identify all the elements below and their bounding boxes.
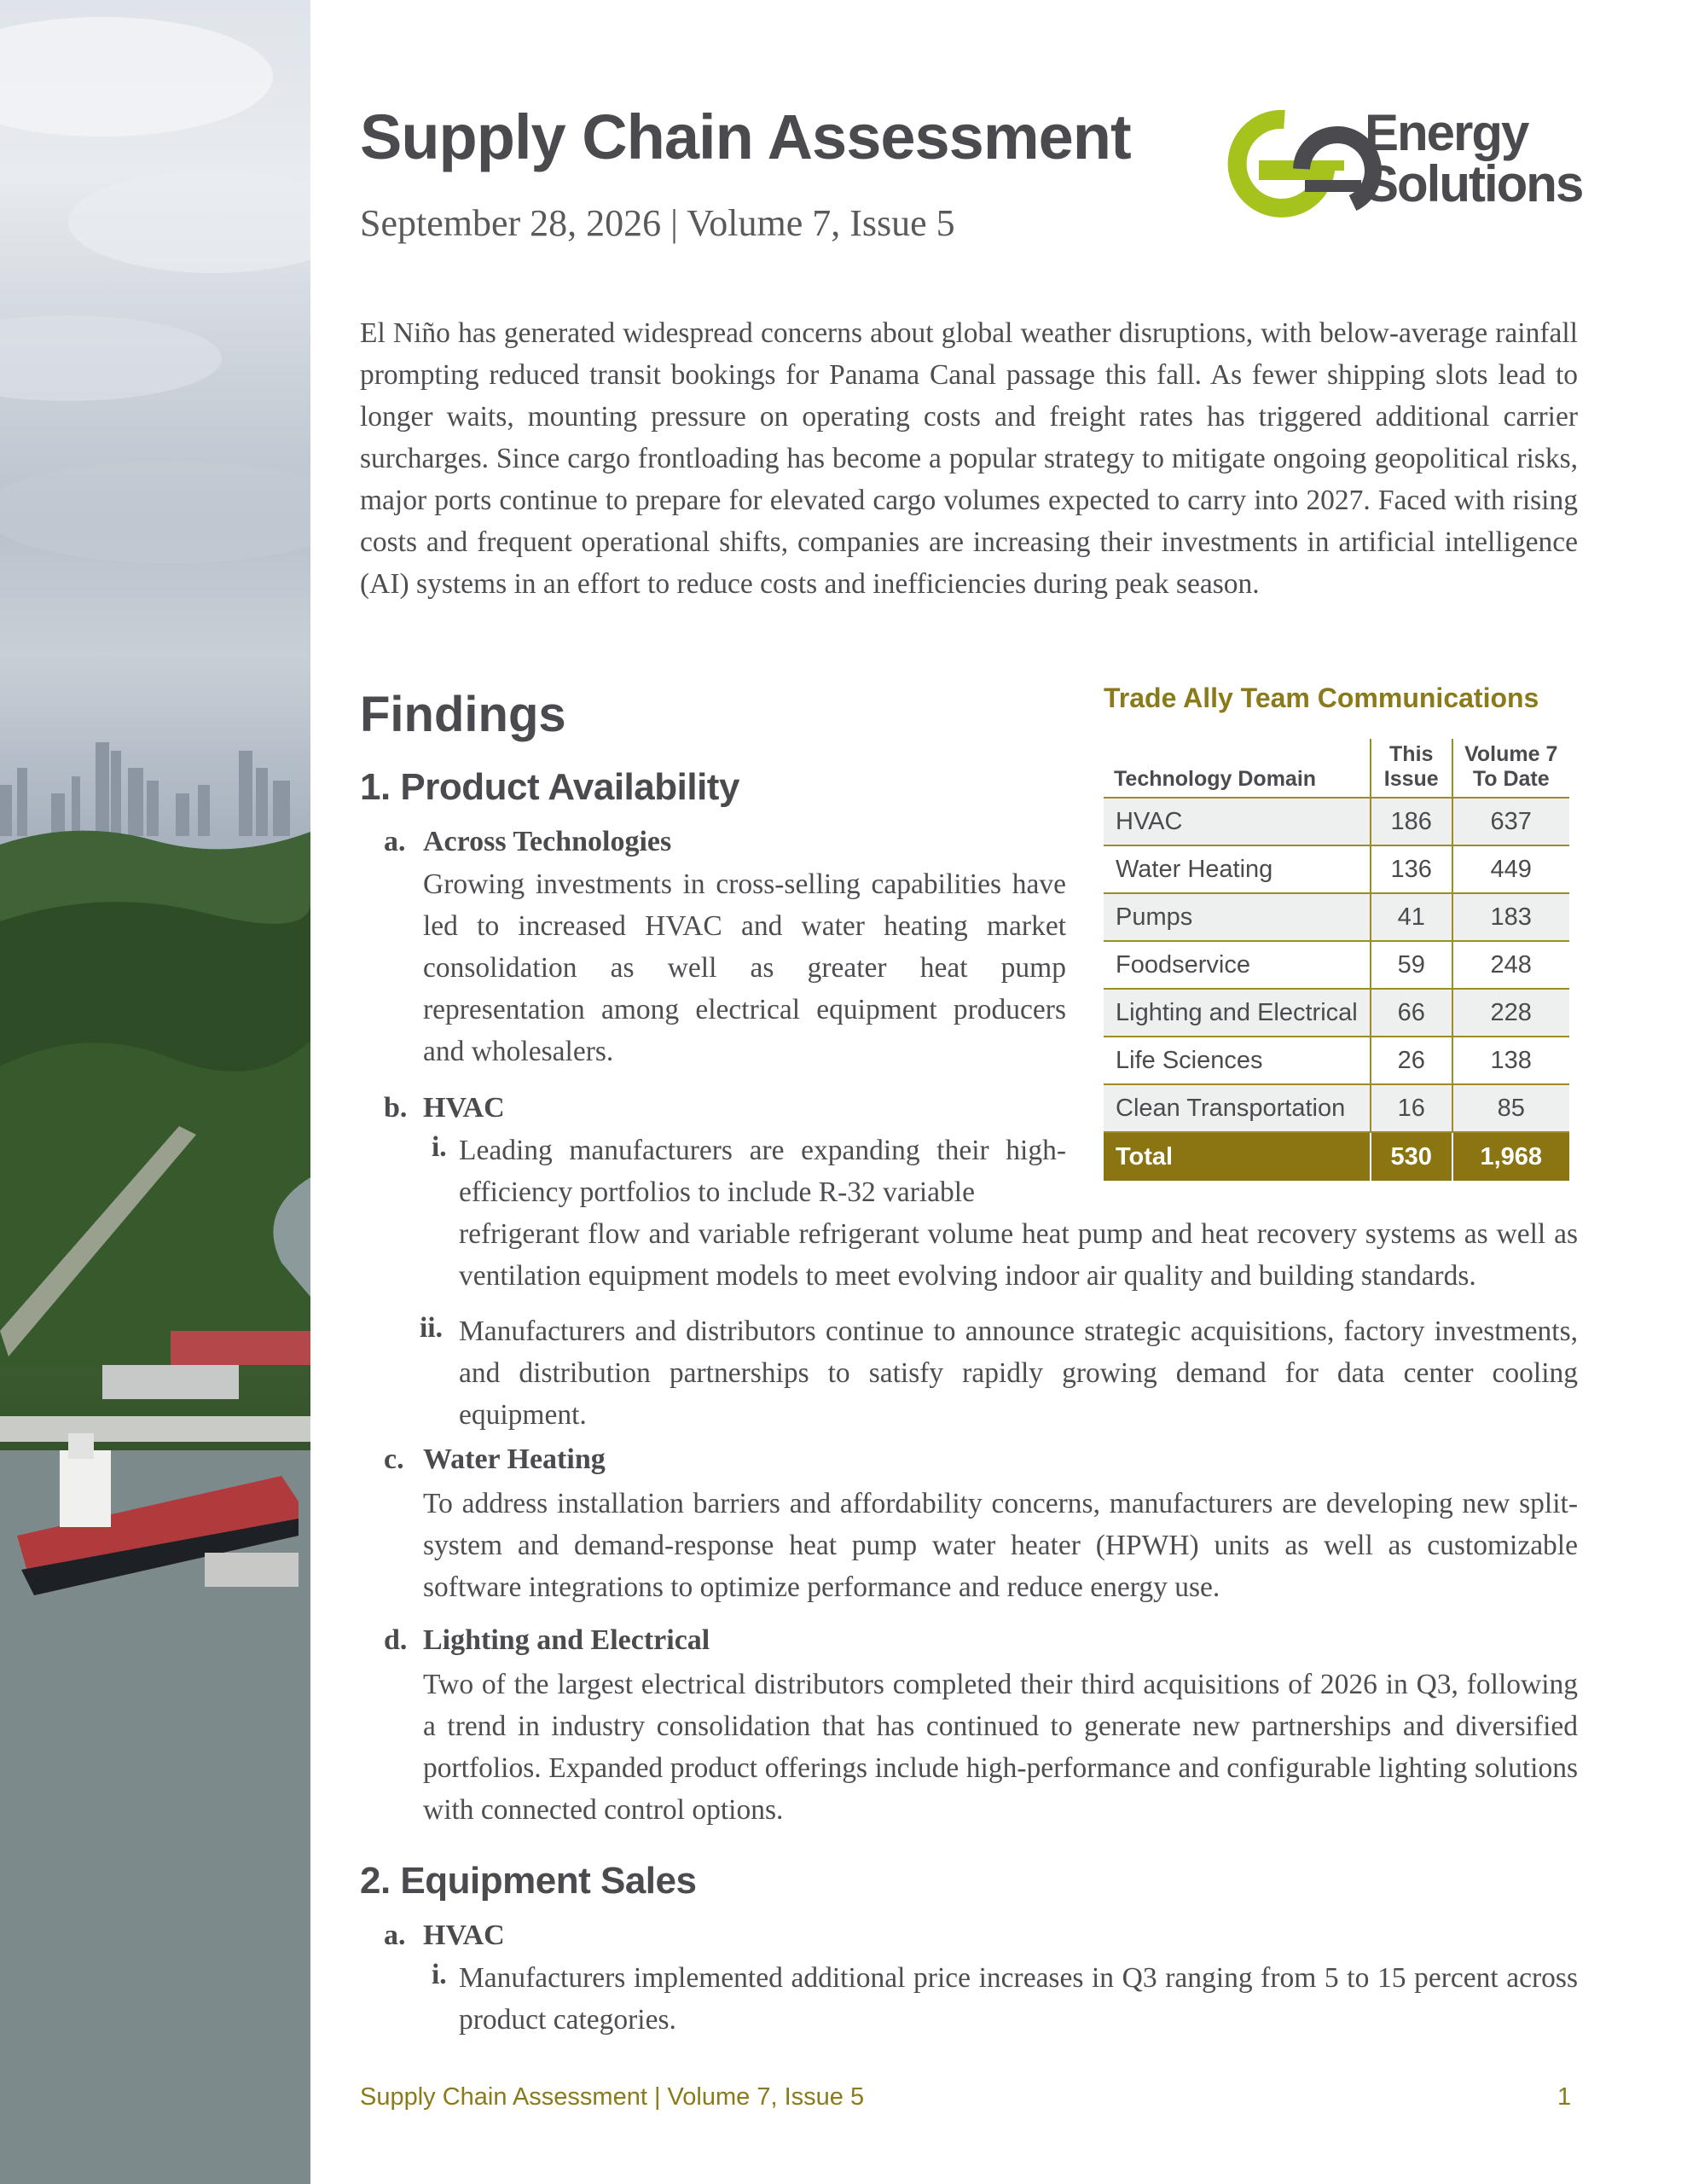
section-heading-equipment-sales: 2. Equipment Sales [360, 1860, 697, 1902]
paragraph-lighting-electrical: Two of the largest electrical distributors completed their third acquisitions of 2026 in Q3, following a trend in industry consolidation that has continued to generate new partnerships and diversified portfolios. Expanded product offerings include high-performance and configurable lighting solutions with connected control options. [423, 1669, 1578, 1826]
paragraph-water-heating: To address installation barriers and affordability concerns, manufacturers are developing new split-system and demand-response heat pump water heater (HPWH) units as well as customizable software integrations to optimize performance and reduce energy use. [423, 1488, 1578, 1603]
cell-this-issue: 136 [1371, 845, 1452, 893]
cell-to-date: 1,968 [1452, 1132, 1569, 1181]
subsection-label: a. [384, 1920, 406, 1951]
subsection-across-technologies [384, 826, 672, 858]
cell-this-issue: 186 [1371, 798, 1452, 845]
logo-wordmark [1365, 104, 1583, 212]
subsection-title: Lighting and Electrical [423, 1624, 710, 1656]
table-row [1104, 1084, 1569, 1132]
subsection-label: a. [384, 826, 406, 857]
issue-date-volume: September 28, 2026 | Volume 7, Issue 5 [360, 202, 955, 244]
item-label: i. [432, 1131, 447, 1163]
subsection-title: HVAC [423, 1920, 505, 1951]
header-line: Volume 7 [1464, 742, 1558, 766]
subsection-lighting-electrical [384, 1624, 710, 1657]
subsection-water-heating [384, 1443, 606, 1476]
subsection-title: Across Technologies [423, 826, 672, 857]
cell-this-issue: 59 [1371, 941, 1452, 989]
subsection-label: d. [384, 1624, 408, 1656]
cell-this-issue: 16 [1371, 1084, 1452, 1132]
column-header-this-issue [1371, 739, 1452, 798]
table-header-row [1104, 739, 1569, 798]
header-line: To Date [1472, 767, 1550, 791]
header-line: This [1389, 742, 1434, 766]
sidebar-photo [0, 0, 310, 2184]
communications-table [1104, 739, 1569, 1181]
section-heading-product-availability: 1. Product Availability [360, 766, 739, 808]
paragraph-hvac-i-part1: Leading manufacturers are expanding their high-efficiency portfolios to include R-32 variable [459, 1135, 1066, 1208]
subsection-title: HVAC [423, 1092, 505, 1124]
logo-line-1: Energy [1365, 104, 1528, 161]
header-line: Issue [1383, 767, 1439, 791]
page-title: Supply Chain Assessment [360, 102, 1131, 172]
subsection-label: c. [384, 1443, 404, 1475]
paragraph-hvac-i-part2: refrigerant flow and variable refrigerant volume heat pump and heat recovery systems as well as ventilation equipment models to meet evolving indoor air quality and building standards. [459, 1218, 1578, 1292]
cell-domain: Clean Transportation [1104, 1084, 1371, 1132]
cell-domain: Lighting and Electrical [1104, 989, 1371, 1037]
cell-domain: Total [1104, 1132, 1371, 1181]
cell-this-issue: 26 [1371, 1037, 1452, 1084]
cell-to-date: 248 [1452, 941, 1569, 989]
cell-to-date: 449 [1452, 845, 1569, 893]
table-title: Trade Ally Team Communications [1104, 682, 1539, 713]
table-row [1104, 845, 1569, 893]
cell-this-issue: 66 [1371, 989, 1452, 1037]
item-label: i. [432, 1959, 447, 1990]
paragraph-hvac-ii: Manufacturers and distributors continue to announce strategic acquisitions, factory investments, and distribution partnerships to satisfy rapidly growing demand for data center cooling equipment. [459, 1316, 1578, 1431]
column-header-to-date [1452, 739, 1569, 798]
paragraph-across-technologies: Growing investments in cross-selling capabilities have led to increased HVAC and water heating market consolidation as well as greater heat pump representation among electrical equipment producers and wholesalers. [423, 868, 1066, 1067]
cell-domain: HVAC [1104, 798, 1371, 845]
cell-this-issue: 530 [1371, 1132, 1452, 1181]
findings-heading: Findings [360, 687, 566, 742]
item-label: ii. [420, 1312, 443, 1344]
intro-paragraph: El Niño has generated widespread concerns about global weather disruptions, with below-average rainfall prompting reduced transit bookings for Panama Canal passage this fall. As fewer shipping slots lead to longer waits, mounting pressure on operating costs and freight rates has triggered additional carrier surcharges. Since cargo frontloading has become a popular strategy to mitigate ongoing geopolitical risks, major ports continue to prepare for elevated cargo volumes expected to carry into 2027. Faced with rising costs and frequent operational shifts, companies are increasing their investments in artificial intelligence (AI) systems in an effort to reduce costs and inefficiencies during peak season. [360, 317, 1578, 600]
canal-scene-illustration [0, 0, 310, 2184]
subsection-hvac-sales [384, 1920, 505, 1952]
cell-this-issue: 41 [1371, 893, 1452, 941]
cell-domain: Life Sciences [1104, 1037, 1371, 1084]
cell-to-date: 85 [1452, 1084, 1569, 1132]
cell-to-date: 228 [1452, 989, 1569, 1037]
table-row [1104, 941, 1569, 989]
subsection-title: Water Heating [423, 1443, 606, 1475]
paragraph-hvac-sales-i: Manufacturers implemented additional price increases in Q3 ranging from 5 to 15 percent across product categories. [459, 1962, 1578, 2036]
table-total-row [1104, 1132, 1569, 1181]
table-row [1104, 798, 1569, 845]
cell-domain: Water Heating [1104, 845, 1371, 893]
table-row [1104, 1037, 1569, 1084]
table-row [1104, 989, 1569, 1037]
table-row [1104, 893, 1569, 941]
subsection-label: b. [384, 1092, 408, 1124]
column-header-domain: Technology Domain [1104, 739, 1371, 798]
logo-line-2: Solutions [1365, 155, 1583, 212]
cell-to-date: 637 [1452, 798, 1569, 845]
cell-to-date: 138 [1452, 1037, 1569, 1084]
cell-to-date: 183 [1452, 893, 1569, 941]
cell-domain: Pumps [1104, 893, 1371, 941]
subsection-hvac [384, 1092, 505, 1124]
cell-domain: Foodservice [1104, 941, 1371, 989]
page-number: 1 [1557, 2083, 1572, 2111]
footer-text: Supply Chain Assessment | Volume 7, Issue 5 [360, 2083, 865, 2111]
